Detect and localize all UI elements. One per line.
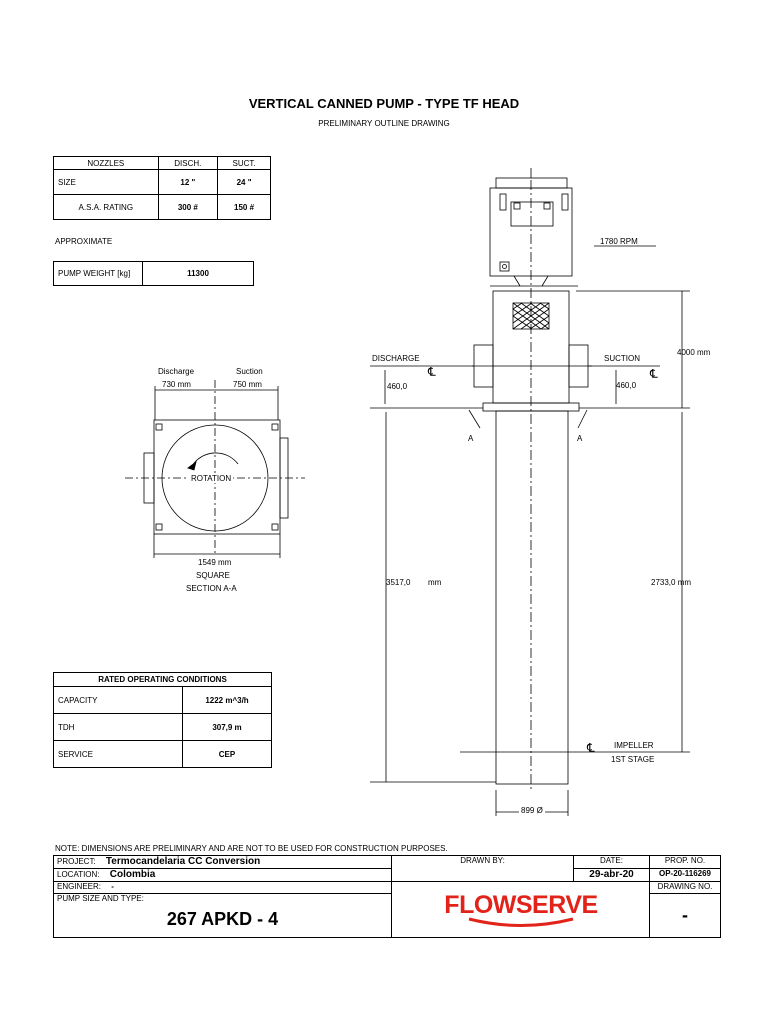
elevation-suction-label: SUCTION [604, 354, 640, 363]
project-label: PROJECT: [57, 857, 96, 866]
rpm-label: 1780 RPM [600, 237, 638, 246]
flowserve-logo [441, 888, 601, 930]
construction-note: NOTE: DIMENSIONS ARE PRELIMINARY AND ARE NOT TO BE USED FOR CONSTRUCTION PURPOSES. [55, 844, 448, 853]
service-label: SERVICE [54, 741, 183, 768]
elevation-drawing [360, 160, 720, 830]
table-row [54, 687, 272, 714]
rated-title: RATED OPERATING CONDITIONS [54, 673, 272, 687]
drawn-by-label: DRAWN BY: [392, 856, 574, 882]
tdh-label: TDH [54, 714, 183, 741]
weight-table [53, 261, 254, 286]
impeller-label: IMPELLER [614, 741, 654, 750]
table-row [54, 741, 272, 768]
pump-size-value: 267 APKD - 4 [166, 909, 279, 929]
drawing-no-label: DRAWING NO. [650, 882, 721, 894]
square-label: SQUARE [196, 571, 230, 580]
location-value: Colombia [109, 869, 156, 880]
suct-header: SUCT. [218, 157, 271, 170]
service-value: CEP [183, 741, 272, 768]
section-label: SECTION A-A [186, 584, 237, 593]
prop-no-value: OP-20-116269 [650, 869, 721, 882]
barrel [496, 411, 568, 784]
pump-size-cell [54, 894, 392, 938]
nozzles-header: NOZZLES [54, 157, 159, 170]
stage-label: 1ST STAGE [611, 755, 655, 764]
weight-value: 11300 [143, 262, 254, 286]
section-discharge-dim: 730 mm [162, 380, 191, 389]
rating-suct: 150 # [218, 195, 271, 220]
location-cell [54, 869, 392, 882]
motor-cap [496, 178, 567, 188]
elevation-discharge-label: DISCHARGE [372, 354, 420, 363]
project-value: Termocandelaria CC Conversion [105, 856, 261, 867]
rating-disch: 300 # [158, 195, 217, 220]
height-top-dim: 4000 mm [677, 348, 711, 357]
rated-conditions-table [53, 672, 272, 768]
discharge-centerline-icon: ℄ [428, 365, 436, 379]
diameter-dim: 899 Ø [521, 806, 543, 815]
suction-centerline-icon: ℄ [650, 367, 658, 381]
rotation-label: ROTATION [191, 474, 232, 483]
drawing-subtitle: PRELIMINARY OUTLINE DRAWING [318, 119, 450, 128]
engineer-value: - [111, 882, 114, 891]
section-discharge-label: Discharge [158, 367, 195, 376]
logo-cell [392, 882, 650, 938]
section-suction-dim: 750 mm [233, 380, 262, 389]
drawing-no-value: - [650, 894, 721, 938]
title-block [53, 855, 721, 938]
section-mark-right: A [577, 434, 583, 443]
date-label: DATE: [574, 856, 650, 869]
rating-label: A.S.A. RATING [54, 195, 159, 220]
section-mark-left: A [468, 434, 474, 443]
table-row [54, 714, 272, 741]
pump-size-label: PUMP SIZE AND TYPE: [57, 894, 144, 903]
section-suction-label: Suction [236, 367, 263, 376]
flowserve-logo-text: FLOWSERVE [443, 890, 598, 919]
section-width-dim: 1549 mm [198, 558, 232, 567]
below-base-dim: 2733,0 mm [651, 578, 692, 587]
date-value: 29-abr-20 [574, 869, 650, 882]
project-cell [54, 856, 392, 869]
tdh-value: 307,9 m [183, 714, 272, 741]
approximate-label: APPROXIMATE [55, 237, 113, 246]
drawing-title: VERTICAL CANNED PUMP - TYPE TF HEAD [248, 96, 520, 111]
capacity-label: CAPACITY [54, 687, 183, 714]
disch-header: DISCH. [158, 157, 217, 170]
total-length-unit: mm [428, 578, 442, 587]
weight-label: PUMP WEIGHT [kg] [54, 262, 143, 286]
location-label: LOCATION: [57, 870, 100, 879]
engineer-cell [54, 882, 392, 894]
engineer-label: ENGINEER: [57, 882, 102, 891]
discharge-offset-dim: 460,0 [387, 382, 408, 391]
size-label: SIZE [54, 170, 159, 195]
total-length-dim: 3517,0 [386, 578, 411, 587]
suction-offset-dim: 460,0 [616, 381, 637, 390]
nozzles-table [53, 156, 271, 220]
impeller-centerline-icon: ℄ [587, 741, 595, 755]
capacity-value: 1222 m^3/h [183, 687, 272, 714]
size-disch: 12 " [158, 170, 217, 195]
motor-box [511, 202, 553, 226]
size-suct: 24 " [218, 170, 271, 195]
prop-no-label: PROP. NO. [650, 856, 721, 869]
